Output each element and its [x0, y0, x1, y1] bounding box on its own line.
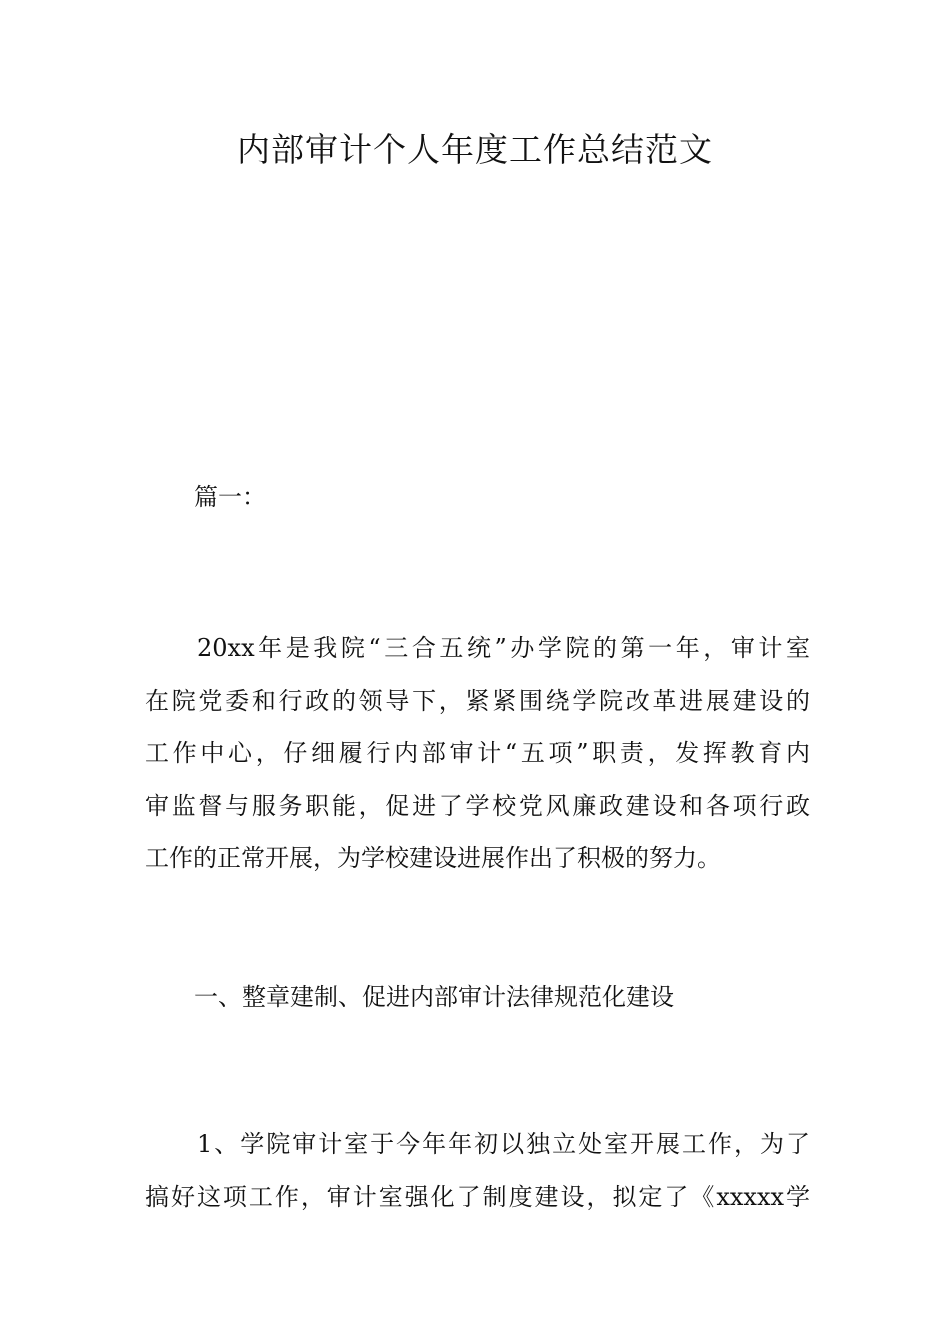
paragraph-line: 工作的正常开展，为学校建设进展作出了积极的努力。 [145, 844, 721, 872]
paragraph-line: 在院党委和行政的领导下，紧紧围绕学院改革进展建设的 [145, 686, 810, 715]
document-title: 内部审计个人年度工作总结范文 [237, 130, 713, 169]
intro-paragraph [145, 622, 810, 885]
paragraph-line: 1、学院审计室于今年年初以独立处室开展工作，为了 [197, 1130, 810, 1158]
paragraph-line: 20xx年是我院“三合五统”办学院的第一年，审计室 [197, 634, 810, 662]
paragraph-line: 审监督与服务职能，促进了学校党风廉政建设和各项行政 [145, 791, 810, 820]
paragraph-line: 工作中心，仔细履行内部审计“五项”职责，发挥教育内 [145, 739, 810, 767]
paragraph-line: 搞好这项工作，审计室强化了制度建设，拟定了《xxxxx学 [145, 1182, 810, 1211]
part-heading: 篇一： [194, 483, 266, 511]
section-heading: 一、整章建制、促进内部审计法律规范化建设 [194, 983, 674, 1011]
section-paragraph [145, 1118, 810, 1223]
